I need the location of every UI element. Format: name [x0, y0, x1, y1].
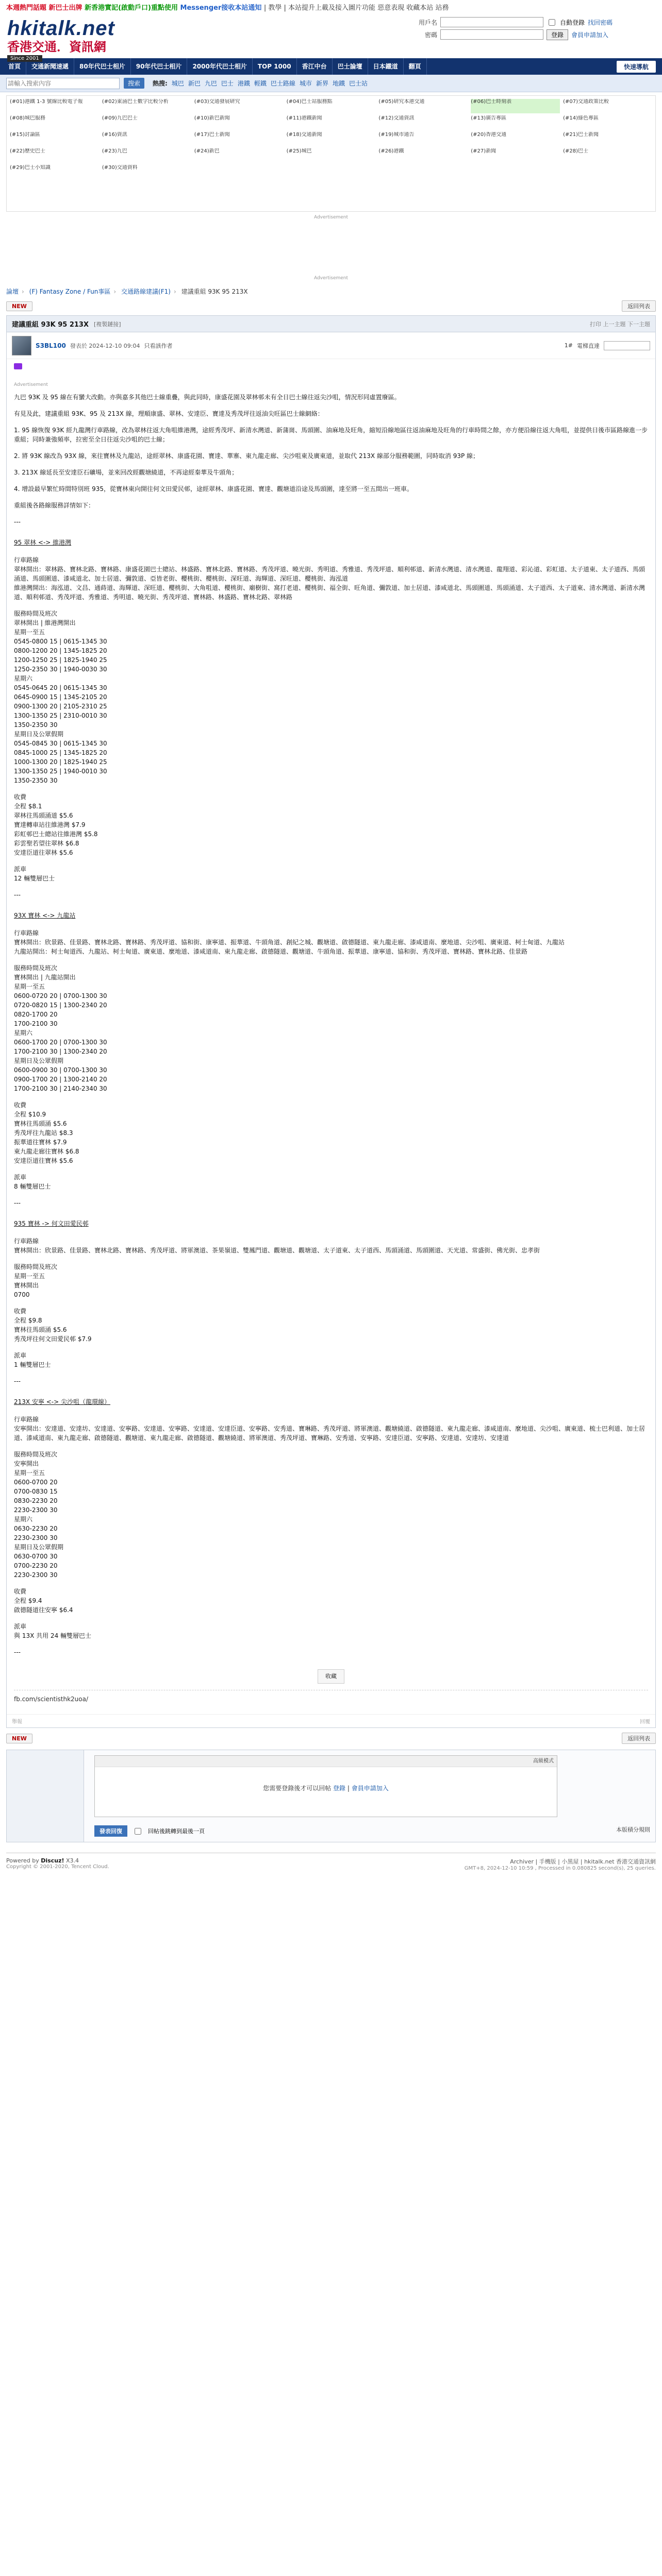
- signature[interactable]: fb.com/scientisthk2uoa/: [14, 1696, 89, 1703]
- route-title: 213X 安寧 <-> 尖沙咀（龍環線）: [14, 1398, 111, 1405]
- text-ad-link[interactable]: (#23)九巴: [102, 148, 127, 154]
- promo-account-link[interactable]: 新香港實記(啟動戶口)重點使用: [85, 4, 178, 12]
- new-thread-button[interactable]: NEW: [6, 1734, 32, 1743]
- text-ad-link[interactable]: (#22)歷史巴士: [10, 148, 45, 154]
- jump-last-page-label: 回帖後跳轉到最後一頁: [148, 1828, 205, 1835]
- text-ad-link[interactable]: (#05)研究本港交通: [378, 99, 425, 105]
- route-section: [14, 1173, 648, 1191]
- section-line: 寶林開出：欣景路、佳景路、寶林北路、寶林路、秀茂坪道、將軍澳道、茶果嶺道、雙鳳門道、觀塘道、觀塘道、太子道東、太子道西、馬頭涌道、馬頭圍道、天光道、常盛街、佛光街、忠孝街: [14, 1247, 540, 1254]
- nav-item-90s[interactable]: 90年代巴士相片: [131, 58, 188, 75]
- text-ad-link[interactable]: (#14)綠色專區: [563, 115, 599, 121]
- section-line: 1350-2350 30: [14, 721, 58, 728]
- section-line: 0700: [14, 1291, 30, 1298]
- section-heading: 行車路線: [14, 556, 39, 564]
- section-line: 0820-1700 20: [14, 1011, 58, 1018]
- section-line: 寶林開出：欣景路、佳景路、寶林北路、寶林路、秀茂坪道、協和街、康寧道、振華道、牛頭角道、創紀之城、觀塘道、啟德隧道、東九龍走廊、漆咸道南、麼地道、尖沙咀、廣東道、柯士甸道、九龍站: [14, 939, 565, 946]
- route-section: [14, 1622, 648, 1640]
- section-divider: ---: [14, 1649, 21, 1656]
- section-line: 寶達轉車站往維港灣 $7.9: [14, 821, 86, 828]
- search-bar: [0, 75, 662, 92]
- post-paragraph: 3. 213X 線延長至安達臣石礦場，並來回改經觀塘繞道，不再途經秦華及牛頭角；: [14, 469, 238, 476]
- text-ads-grid: [6, 95, 656, 212]
- section-line: 振華道往寶林 $7.9: [14, 1139, 67, 1146]
- back-to-list-button[interactable]: 返回列表: [622, 300, 656, 312]
- nav-item-80s[interactable]: 80年代巴士相片: [74, 58, 131, 75]
- section-line: 1250-2350 30 | 1940-0030 30: [14, 666, 107, 673]
- breadcrumb: 論壇 › (F) Fantasy Zone / Fun事區 › 交通路線建議(F1) › 建議重組 93K 95 213X: [6, 288, 248, 295]
- route-section: [14, 1351, 648, 1369]
- thread-actionbar-top: [6, 299, 656, 313]
- post-paragraph: 九巴 93K 及 95 線在有蠻大改動。亦與嘉多其他巴士線重疊，與此同時，康盛花園及翠林邨未有全日巴士線往返尖沙咀，情況形同虛置廢區。: [14, 394, 401, 401]
- search-button[interactable]: 搜索: [124, 78, 144, 89]
- section-line: 0800-1200 20 | 1345-1825 20: [14, 647, 107, 654]
- section-line: 星期六: [14, 1029, 33, 1037]
- section-line: 1350-2350 30: [14, 777, 58, 784]
- jump-last-page-checkbox[interactable]: [135, 1828, 141, 1835]
- section-heading: 服務時間及班次: [14, 964, 58, 972]
- section-line: 星期一至五: [14, 1469, 45, 1477]
- section-line: 1300-1350 25 | 2310-0010 30: [14, 712, 107, 719]
- hot-search-item[interactable]: 港鐵: [237, 80, 250, 87]
- register-link[interactable]: 會員申請加入: [571, 31, 609, 39]
- section-line: 12 輛雙層巴士: [14, 875, 55, 882]
- logo-subtitle: 香港交通．資訊網: [7, 40, 106, 54]
- route-section: [14, 792, 648, 857]
- post-paragraph: 4. 增設最早繁忙時間特別班 935，從寶林東向開往何文田愛民邨，途經翠林、康盛花園、寶達、觀塘道沿途及馬頭圍，達至將一至五間出一班車。: [14, 485, 413, 493]
- post-author[interactable]: S3BL100: [36, 342, 66, 349]
- post-paragraph: 2. 將 93K 線改為 93X 線，來往寶林及九龍站，途經翠林、康盛花園、寶達、華寨、東九龍走廊、尖沙咀東及廣東道，並取代 213X 線部分服務範圍，同時取消 93P 線；: [14, 452, 479, 460]
- section-line: 星期一至五: [14, 629, 45, 636]
- section-heading: 派車: [14, 866, 27, 873]
- route-section: [14, 928, 648, 956]
- section-line: 1 輛雙層巴士: [14, 1361, 51, 1368]
- section-heading: 派車: [14, 1623, 27, 1630]
- route-title: 935 寶林 -> 何文田愛民邨: [14, 1220, 89, 1227]
- route-section: [14, 609, 648, 785]
- thread-header: [7, 316, 655, 332]
- section-line: 維港灣開出：海泓道、文昌、通蒔道、海輝道、深旺道、櫻桃街、大角咀道、櫻桃街、廟樹街、窩打老道、櫻桃街、福全街、旺角道、彌敦道、加士居道、漆咸道北、馬頭圍道、馬頭涌道、太子道西、太子道東、清水灣道、新清水灣道、順利邨道、秀茂坪道、秀雅道、秀明道、曉光街、秀茂坪道、寶林路、林盛路、寶林北路、翠林路: [14, 584, 646, 601]
- section-line: 0600-0700 20: [14, 1479, 58, 1486]
- advertisement-label: Advertisement: [14, 382, 48, 387]
- text-ad-link[interactable]: (#09)九巴巴士: [102, 115, 138, 121]
- nav-item-2000s[interactable]: 2000年代巴士相片: [187, 58, 252, 75]
- advanced-mode-link[interactable]: 高級模式: [95, 1756, 557, 1767]
- section-heading: 服務時間及班次: [14, 1263, 58, 1270]
- site-footer: Powered by Discuz! X3.4 Copyright © 2001-2020, Tencent Cloud. Archiver | 手機版 | 小黑屋 | hkitalk.net 香港交通資訊網 GMT+8, 2024-12-10 10:59 , Processed in 0.080825 second(s), 25 queries.: [6, 1853, 656, 1872]
- powered-by-text: Powered by: [6, 1857, 39, 1864]
- thread-actionbar-bottom: [6, 1731, 656, 1745]
- section-line: 0630-0700 30: [14, 1553, 58, 1560]
- hot-search-label: 熱搜:: [153, 80, 168, 87]
- remember-checkbox[interactable]: [549, 19, 555, 26]
- text-ad-link[interactable]: (#17)巴士新聞: [194, 132, 230, 138]
- thread-title: 建議重組 93K 95 213X: [12, 321, 89, 329]
- section-line: 0700-2230 20: [14, 1562, 58, 1569]
- nav-item-hk[interactable]: 香江中台: [297, 58, 333, 75]
- remember-label: 自動登錄: [560, 19, 585, 26]
- section-line: 1700-2100 30: [14, 1020, 58, 1027]
- text-ad-link[interactable]: (#13)廣告專區: [471, 115, 507, 121]
- section-heading: 收費: [14, 1588, 27, 1595]
- post-paragraph: 有見及此，建議重組 93K、95 及 213X 線，理順康盛、翠林、安達臣、寶達及秀茂坪往返油尖旺區巴士線網絡：: [14, 410, 324, 417]
- section-line: 0720-0820 15 | 1300-2340 20: [14, 1002, 107, 1009]
- text-ad-link[interactable]: (#03)交通發展研究: [194, 99, 240, 105]
- route-section: [14, 1415, 648, 1443]
- section-line: 1300-1350 25 | 1940-0010 30: [14, 768, 107, 775]
- nav-item-page[interactable]: 翻頁: [404, 58, 427, 75]
- route-block: [14, 911, 648, 1191]
- hot-search-item[interactable]: 城市: [299, 80, 312, 87]
- section-line: 寶林開出: [14, 1282, 39, 1289]
- reply-login-link[interactable]: 登錄: [333, 1785, 346, 1792]
- section-line: 寶林往馬頭涌 $5.6: [14, 1326, 67, 1333]
- section-line: 全程 $10.9: [14, 1111, 46, 1118]
- thread-container: [6, 315, 656, 1728]
- quick-reply-box: [6, 1750, 656, 1842]
- hot-search-item[interactable]: 巴士: [221, 80, 234, 87]
- section-line: 1200-1250 25 | 1825-1940 25: [14, 656, 107, 664]
- section-line: 東九龍走廊往寶林 $6.8: [14, 1148, 79, 1155]
- text-ad-link[interactable]: (#11)港鐵新聞: [286, 115, 322, 121]
- section-line: 九龍站開出：柯士甸道西、九龍站、柯士甸道、廣東道、麼地道、漆咸道南、東九龍走廊、啟德隧道、觀塘道、牛頭角道、振華道、康寧道、協和街、秀茂坪道、寶林路、寶林北路、佳景路: [14, 948, 528, 955]
- section-line: 星期六: [14, 1516, 33, 1523]
- advertisement-label: Advertisement: [313, 215, 349, 220]
- section-line: 0845-1000 25 | 1345-1825 20: [14, 749, 107, 756]
- section-line: 與 13X 共用 24 輛雙層巴士: [14, 1632, 92, 1639]
- section-line: 1700-2100 30 | 2140-2340 30: [14, 1085, 107, 1092]
- favorite-button[interactable]: 收藏: [318, 1669, 344, 1684]
- section-line: 2230-2300 30: [14, 1506, 58, 1514]
- post-time: 發表於 2024-12-10 09:04: [70, 342, 140, 349]
- hot-search-item[interactable]: 地鐵: [332, 80, 345, 87]
- section-divider: ---: [14, 1378, 21, 1385]
- nav-item-top1000[interactable]: TOP 1000: [253, 58, 297, 75]
- section-line: 0545-0800 15 | 0615-1345 30: [14, 638, 107, 645]
- section-line: 安寧開出: [14, 1460, 39, 1467]
- section-divider: ---: [14, 891, 21, 899]
- footer-time: GMT+8, 2024-12-10 10:59 , Processed in 0.080825 second(s), 25 queries.: [464, 1866, 656, 1871]
- breadcrumb-board[interactable]: 交通路線建議(F1): [121, 288, 171, 295]
- text-ad-link[interactable]: (#12)交通資訊: [378, 115, 415, 121]
- section-line: 0600-0720 20 | 0700-1300 30: [14, 992, 107, 999]
- username-label: 用戶名: [418, 19, 437, 26]
- route-section: [14, 1450, 648, 1580]
- post-footer: [7, 1714, 655, 1727]
- reply-sidebox: [7, 1750, 84, 1842]
- route-section: [14, 1587, 648, 1615]
- only-author-link[interactable]: 只看該作者: [144, 342, 173, 349]
- report-link[interactable]: 舉報: [12, 1719, 22, 1725]
- section-heading: 收費: [14, 1308, 27, 1315]
- login-required-text: 您需要登錄後才可以回帖: [263, 1785, 332, 1792]
- section-line: 0600-1700 20 | 0700-1300 30: [14, 1039, 107, 1046]
- section-line: 秀茂坪往何文田愛民邨 $7.9: [14, 1335, 92, 1343]
- text-ad-link[interactable]: (#01)港鐵 1-3 號線比較電子報: [10, 99, 83, 105]
- section-line: 寶林往馬頭涌 $5.6: [14, 1120, 67, 1127]
- breadcrumb-zone[interactable]: (F) Fantasy Zone / Fun事區: [29, 288, 111, 295]
- section-line: 0830-2230 20: [14, 1497, 58, 1504]
- footer-links[interactable]: Archiver | 手機版 | 小黑屋 | hkitalk.net 香港交通資訊網: [510, 1858, 656, 1865]
- new-thread-button[interactable]: NEW: [6, 301, 32, 311]
- hot-search-item[interactable]: 巴士路線: [270, 80, 295, 87]
- text-ad-link[interactable]: (#19)城市通告: [378, 132, 415, 138]
- section-heading: 服務時間及班次: [14, 1451, 58, 1458]
- text-ad-link[interactable]: (#25)城巴: [286, 148, 312, 154]
- copyright: Copyright © 2001-2020, Tencent Cloud.: [6, 1864, 109, 1870]
- nav-item-japan[interactable]: 日本鐵道: [368, 58, 404, 75]
- section-heading: 行車路線: [14, 1238, 39, 1245]
- text-ad-link[interactable]: (#10)新巴新聞: [194, 115, 230, 121]
- floor-number: 1#: [564, 342, 573, 349]
- section-line: 星期日及公眾假期: [14, 1057, 64, 1064]
- login-button[interactable]: 登錄: [547, 29, 568, 40]
- route-block: [14, 1397, 648, 1640]
- section-line: 0645-0900 15 | 1345-2105 20: [14, 693, 107, 701]
- section-heading: 收費: [14, 793, 27, 801]
- credit-rules-link[interactable]: 本版積分規則: [616, 1826, 650, 1833]
- section-line: 寶林開出 | 九龍站開出: [14, 974, 76, 981]
- thread-tools[interactable]: 打印 上一主題 下一主題: [590, 320, 650, 328]
- route-section: [14, 1236, 648, 1255]
- avatar[interactable]: [12, 336, 31, 355]
- section-line: 啟德隧道往安寧 $6.4: [14, 1606, 73, 1614]
- section-line: 0700-0830 15: [14, 1488, 58, 1495]
- section-line: 0600-0900 30 | 0700-1300 30: [14, 1066, 107, 1074]
- text-ad-link[interactable]: (#30)交通資料: [102, 165, 138, 171]
- section-line: 2230-2300 30: [14, 1534, 58, 1541]
- text-ad-link[interactable]: (#04)巴士站服務點: [286, 99, 333, 105]
- topbar-links[interactable]: | 教學 | 本站提升上載及接入圖片功能 惡意表現 收藏本站 站務: [263, 4, 449, 12]
- section-line: 翠林開出：翠林路、寶林北路、寶林路、康盛花園巴士總站、林盛路、寶林北路、寶林路、秀茂坪道、曉光街、秀明道、秀雅道、秀茂坪道、順利邨道、新清水灣道、清水灣道、龍翔道、彩沁道、彩虹道、太子道東、太子道西、馬頭涌道、馬頭圍道、漆咸道北、加士居道、彌敦道、亞皆老街、櫻桃街、櫻桃街、深旺道、海輝道、深旺道、櫻桃街、海泓道: [14, 566, 646, 582]
- text-ad-link[interactable]: (#26)港鐵: [378, 148, 404, 154]
- logo-title: hkitalk.net: [7, 17, 115, 40]
- post-paragraph: 1. 95 線恢復 93K 經九龍灣行車路線，改為翠林往返大角咀維港灣，途經秀茂坪、新清水灣道、新蒲崗、馬頭圍、油麻地及旺角，縮短沿線地區往返油麻地及旺角的行車時間之餘，亦方便沿線往返大角咀，並提供日後市區路線進一步重組；同時兼強頻率，拉密至全日往返尖沙咀的巴士線；: [14, 427, 648, 443]
- section-line: 翠林往馬頭涌道 $5.6: [14, 812, 73, 819]
- route-section: [14, 865, 648, 883]
- breadcrumb-forum[interactable]: 論壇: [6, 288, 19, 295]
- section-line: 0900-1700 20 | 1300-2140 20: [14, 1076, 107, 1083]
- post-intro: [14, 393, 648, 510]
- breadcrumb-current: 建議重組 93K 95 213X: [181, 288, 248, 295]
- reply-register-link[interactable]: 會員申請加入: [351, 1785, 389, 1792]
- text-ad-link[interactable]: (#21)巴士新聞: [563, 132, 599, 138]
- quick-nav-button[interactable]: 快速導航: [617, 61, 656, 73]
- back-to-list-button[interactable]: 返回列表: [622, 1733, 656, 1744]
- reply-editor[interactable]: [94, 1755, 557, 1817]
- hot-search-item[interactable]: 新界: [316, 80, 328, 87]
- section-line: 1000-1300 20 | 1825-1940 25: [14, 758, 107, 766]
- nav-item-home[interactable]: 首頁: [3, 58, 26, 75]
- route-block: [14, 538, 648, 883]
- section-line: 0630-2230 20: [14, 1525, 58, 1532]
- section-line: 安寧開出：安達道、安達坊、安達道、安寧路、安達道、安寧路、安達道、安達臣道、安寧路、安秀道、寶琳路、秀茂坪道、將軍澳道、觀塘繞道、啟德隧道、東九龍走廊、漆咸道南、麼地道、尖沙咀、廣東道、梳士巴利道、加士居道、漆咸道南、東九龍走廊、啟德隧道、觀塘道、東九龍走廊、啟德隧道、觀塘繞道、將軍澳道、秀茂坪道、寶琳路、安秀道、安寧路、安達臣道、安寧路、安達道、安達坊、安達道: [14, 1425, 646, 1442]
- section-line: 彩虹邨巴士總站往維港灣 $5.8: [14, 831, 98, 838]
- section-line: 安達臣道往翠林 $5.6: [14, 849, 73, 856]
- promo-messenger-link[interactable]: Messenger接收本站通知: [180, 4, 262, 12]
- section-line: 星期日及公眾假期: [14, 731, 64, 738]
- text-ad-link[interactable]: (#02)東涌巴士數字比較分析: [102, 99, 169, 105]
- reply-link[interactable]: 回覆: [640, 1719, 650, 1725]
- section-line: 安達臣道往寶林 $5.6: [14, 1157, 73, 1164]
- section-heading: 派車: [14, 1174, 27, 1181]
- search-input[interactable]: [6, 78, 120, 89]
- hot-search-item[interactable]: 九巴: [204, 80, 217, 87]
- route-title: 95 翠林 <-> 維港灣: [14, 539, 72, 546]
- text-ad-link[interactable]: (#29)巴士小知識: [10, 165, 51, 171]
- section-line: 全程 $9.4: [14, 1597, 42, 1604]
- favorite-area: [14, 1669, 648, 1684]
- text-ad-link[interactable]: (#15)討論區: [10, 132, 40, 138]
- jump-label: 電梯直達: [577, 342, 600, 349]
- post-paragraph: 重組後各路線服務詳情如下：: [14, 502, 95, 509]
- post-body: [7, 359, 655, 1714]
- text-ad-link[interactable]: (#24)新巴: [194, 148, 220, 154]
- post-badge-icon: [14, 363, 22, 369]
- section-line: 0545-0845 30 | 0615-1345 30: [14, 740, 107, 747]
- section-divider: ---: [14, 518, 21, 526]
- section-line: 秀茂坪往九龍站 $8.3: [14, 1129, 73, 1137]
- post-meta: [7, 332, 655, 359]
- post-reply-button[interactable]: 發表回復: [94, 1825, 127, 1837]
- discuz-link[interactable]: Discuz!: [41, 1857, 64, 1864]
- promo-hot-topics-link[interactable]: 本週熱門話題: [6, 4, 47, 12]
- hot-search-item[interactable]: 輕鐵: [254, 80, 267, 87]
- section-line: 彩雲聖若望往翠林 $6.8: [14, 840, 79, 847]
- section-line: 星期日及公眾假期: [14, 1544, 64, 1551]
- section-line: 星期六: [14, 675, 33, 682]
- text-ad-link[interactable]: (#18)交通新聞: [286, 132, 322, 138]
- section-heading: 服務時間及班次: [14, 610, 58, 617]
- section-line: 1700-2100 30 | 1300-2340 20: [14, 1048, 107, 1055]
- reply-controls: [94, 1825, 205, 1837]
- logo-tag: Since 2001: [7, 55, 42, 62]
- password-label: 密碼: [424, 31, 437, 39]
- text-ad-link[interactable]: (#07)交通政策比較: [563, 99, 609, 105]
- section-line: 全程 $9.8: [14, 1317, 42, 1324]
- nav-item-forum[interactable]: 巴士論壇: [333, 58, 368, 75]
- section-heading: 派車: [14, 1352, 27, 1359]
- text-ad-link[interactable]: (#08)城巴服務: [10, 115, 45, 121]
- site-logo[interactable]: [7, 17, 126, 62]
- text-ad-link[interactable]: (#16)資訊: [102, 132, 127, 138]
- section-line: 0900-1300 20 | 2105-2310 25: [14, 703, 107, 710]
- login-required-message: 您需要登錄後才可以回帖 登錄 | 會員申請加入: [263, 1785, 389, 1792]
- ad-slot: [6, 223, 656, 273]
- route-section: [14, 1307, 648, 1344]
- username-input[interactable]: [440, 17, 543, 27]
- section-line: 全程 $8.1: [14, 803, 42, 810]
- text-ad-link[interactable]: (#06)巴士時刻表: [471, 99, 560, 113]
- section-divider: ---: [14, 1199, 21, 1207]
- jump-floor-input[interactable]: [604, 341, 650, 350]
- hot-search-item[interactable]: 巴士站: [349, 80, 368, 87]
- section-line: 8 輛雙層巴士: [14, 1183, 51, 1190]
- text-ad-link[interactable]: (#27)新聞: [471, 148, 496, 154]
- routes-container: [14, 517, 648, 1657]
- section-heading: 收費: [14, 1101, 27, 1109]
- copy-link[interactable]: [複製鏈接]: [94, 320, 121, 328]
- hot-search-item[interactable]: 城巴: [171, 80, 184, 87]
- route-section: [14, 1100, 648, 1165]
- password-input[interactable]: [440, 29, 543, 40]
- forgot-password-link[interactable]: 找回密碼: [588, 19, 613, 26]
- route-section: [14, 1262, 648, 1299]
- text-ad-link[interactable]: (#28)巴士: [563, 148, 589, 154]
- text-ad-link[interactable]: (#20)香港交通: [471, 132, 507, 138]
- section-line: 0545-0645 20 | 0615-1345 30: [14, 684, 107, 691]
- route-section: [14, 555, 648, 602]
- site-header: [0, 13, 662, 61]
- route-title: 93X 寶林 <-> 九龍站: [14, 912, 76, 919]
- top-announcement-bar: [0, 0, 662, 13]
- section-heading: 行車路線: [14, 1416, 39, 1423]
- promo-new-bus-link[interactable]: 新巴士出牌: [48, 4, 82, 12]
- section-line: 翠林開出 | 維港灣開出: [14, 619, 76, 626]
- route-block: [14, 1219, 648, 1369]
- section-line: 星期一至五: [14, 983, 45, 990]
- section-line: 2230-2300 30: [14, 1571, 58, 1579]
- nav-item-news[interactable]: 交通新聞速遞: [26, 58, 74, 75]
- route-section: [14, 963, 648, 1093]
- section-line: 星期一至五: [14, 1273, 45, 1280]
- login-form: [408, 16, 656, 41]
- section-heading: 行車路線: [14, 929, 39, 937]
- hot-search-item[interactable]: 新巴: [188, 80, 201, 87]
- advertisement-label: Advertisement: [313, 276, 349, 281]
